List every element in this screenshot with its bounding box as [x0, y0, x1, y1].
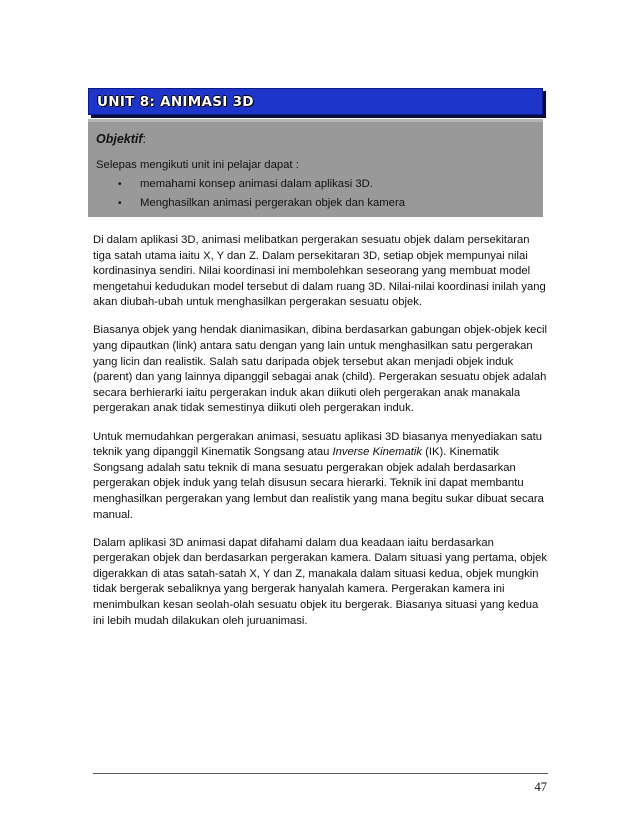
objective-item-text: Menghasilkan animasi pergerakan objek dan kamera [140, 197, 406, 209]
paragraph-coordinates: Di dalam aplikasi 3D, animasi melibatkan pergerakan sesuatu objek dalam persekitaran tiga satah utama iaitu X, Y dan Z. Dalam persekitaran 3D, setiap objek mempunyai nilai kordinasinya sendiri. Nilai koordinasi ini membolehkan seseorang yang membuat model mengetahui kedudukan model tersebut di dalam ruang 3D. Nilai-nilai koordinasi inilah yang akan diubah-ubah untuk menghasilkan pergerakan sesuatu objek. [93, 234, 546, 309]
unit-title: UNIT 8: ANIMASI 3D [97, 94, 254, 110]
objective-intro: Selepas mengikuti unit ini pelajar dapat : [96, 159, 299, 171]
page-number: 47 [534, 780, 547, 794]
ik-text-after: (IK). Kinematik Songsang adalah satu teknik di mana sesuatu pergerakan objek adalah berdasarkan pergerakan objek induk yang telah disusun secara hierarki. Teknik ini dapat membantu menghasilkan pergerakan yang lembut dan realistik yang mana begitu sukar dibuat secara manual. [93, 446, 544, 521]
body-content [93, 233, 548, 642]
unit-title-bar [88, 88, 543, 115]
paragraph-inverse-kinematics [93, 430, 548, 524]
paragraph-hierarchy: Biasanya objek yang hendak dianimasikan, dibina berdasarkan gabungan objek-objek kecil yang dipautkan (link) antara satu dengan yang lain untuk menghasilkan satu pergerakan yang licin dan realistik. Salah satu daripada objek tersebut akan menjadi objek induk (parent) dan yang lainnya dipanggil sebagai anak (child). Pergerakan sesuatu objek adalah secara berhierarki iaitu pergerakan induk akan diikuti oleh pergerakan anak manakala pergerakan anak tidak semestinya diikuti oleh pergerakan induk. [93, 324, 548, 415]
bullet-icon: • [118, 198, 122, 209]
ik-term: Inverse Kinematik [332, 446, 422, 459]
footer-divider [93, 773, 548, 774]
objective-item-text: memahami konsep animasi dalam aplikasi 3D. [140, 178, 373, 190]
objective-heading-label: Objektif [96, 132, 143, 146]
bullet-icon: • [118, 179, 122, 190]
objective-heading-colon: : [142, 132, 147, 146]
objective-box [88, 119, 543, 217]
objective-heading [96, 132, 146, 146]
ik-text-before: Untuk memudahkan pergerakan animasi, sesuatu aplikasi 3D biasanya menyediakan satu teknik yang dipanggil Kinematik Songsang atau [93, 430, 543, 459]
paragraph-animation-modes: Dalam aplikasi 3D animasi dapat difahami dalam dua keadaan iaitu berdasarkan pergerakan objek dan berdasarkan pergerakan kamera. Dalam situasi yang pertama, objek digerakkan di atas satah-satah X, Y dan Z, manakala dalam situasi kedua, objek mungkin tidak bergerak sebaliknya yang bergerak hanyalah kamera. Pergerakan kamera ini menimbulkan kesan seolah-olah sesuatu objek itu bergerak. Biasanya situasi yang kedua ini lebih mudah dilakukan oleh juruanimasi. [93, 536, 548, 627]
